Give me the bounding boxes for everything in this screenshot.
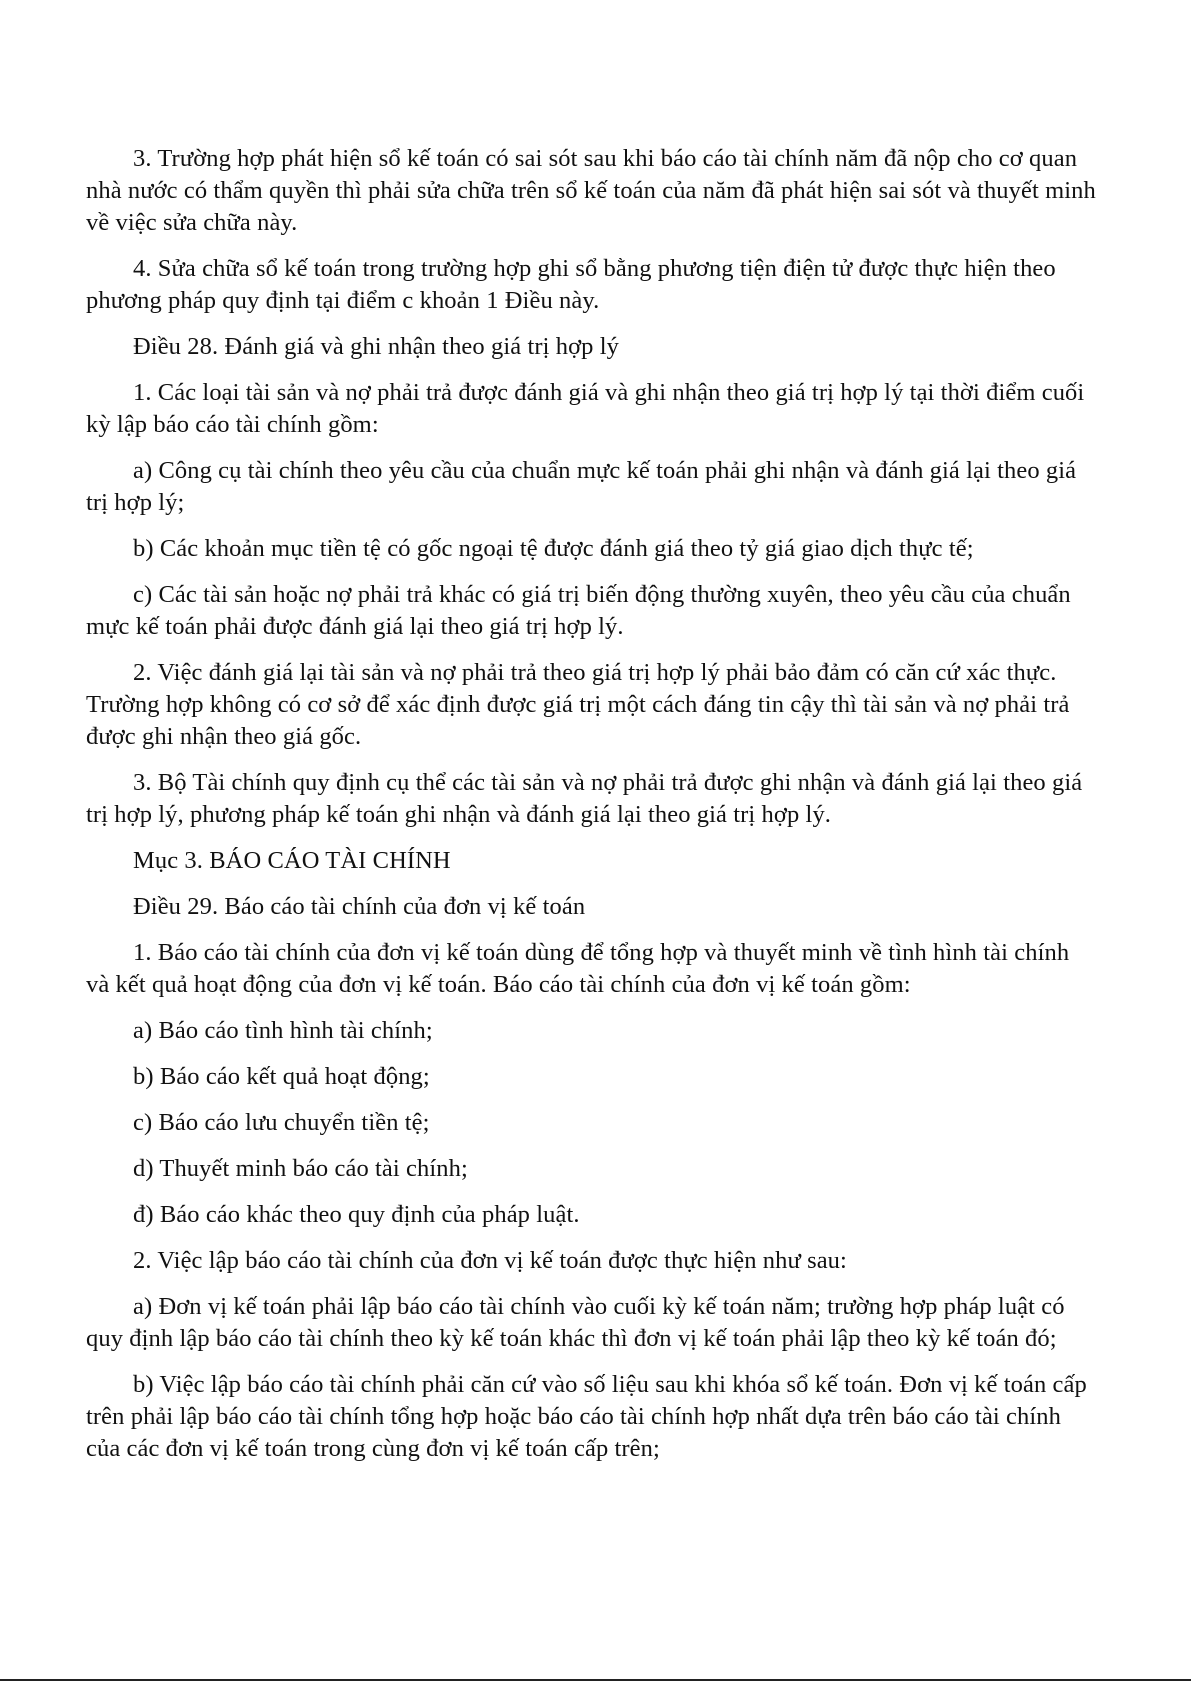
list-item-b: b) Báo cáo kết quả hoạt động; [133, 1063, 430, 1090]
paragraph-article-28-clause-3: 3. Bộ Tài chính quy định cụ thể các tài sản và nợ phải trả được ghi nhận và đánh giá lại theo giá trị hợp lý, phương pháp kế toán ghi nhận và đánh giá lại theo giá trị hợp lý. [86, 769, 1083, 828]
paragraph-article-29-clause-1: 1. Báo cáo tài chính của đơn vị kế toán dùng để tổng hợp và thuyết minh về tình hình tài chính và kết quả hoạt động của đơn vị kế toán. Báo cáo tài chính của đơn vị kế toán gồm: [86, 939, 1070, 998]
paragraph-article-29-clause-2: 2. Việc lập báo cáo tài chính của đơn vị kế toán được thực hiện như sau: [133, 1247, 847, 1274]
list-item-dd: đ) Báo cáo khác theo quy định của pháp luật. [133, 1201, 580, 1228]
section-3-heading: Mục 3. BÁO CÁO TÀI CHÍNH [133, 847, 451, 874]
page-bottom-rule [0, 1679, 1191, 1681]
list-item-b: b) Việc lập báo cáo tài chính phải căn cứ vào số liệu sau khi khóa sổ kế toán. Đơn vị kế toán cấp trên phải lập báo cáo tài chính tổng hợp hoặc báo cáo tài chính hợp nhất dựa trên báo cáo tài chính của các đơn vị kế toán trong cùng đơn vị kế toán cấp trên; [86, 1371, 1087, 1462]
list-item-b: b) Các khoản mục tiền tệ có gốc ngoại tệ được đánh giá theo tỷ giá giao dịch thực tế; [133, 535, 974, 562]
list-item-a: a) Báo cáo tình hình tài chính; [133, 1017, 433, 1044]
article-28-heading: Điều 28. Đánh giá và ghi nhận theo giá trị hợp lý [133, 333, 619, 360]
paragraph-clause-3: 3. Trường hợp phát hiện sổ kế toán có sai sót sau khi báo cáo tài chính năm đã nộp cho cơ quan nhà nước có thẩm quyền thì phải sửa chữa trên sổ kế toán của năm đã phát hiện sai sót và thuyết minh về việc sửa chữa này. [86, 145, 1096, 236]
list-item-a: a) Công cụ tài chính theo yêu cầu của chuẩn mực kế toán phải ghi nhận và đánh giá lại theo giá trị hợp lý; [86, 457, 1077, 516]
list-item-c: c) Báo cáo lưu chuyển tiền tệ; [133, 1109, 430, 1136]
document-page [86, 143, 1098, 1479]
paragraph-clause-4: 4. Sửa chữa sổ kế toán trong trường hợp ghi sổ bằng phương tiện điện tử được thực hiện theo phương pháp quy định tại điểm c khoản 1 Điều này. [86, 255, 1056, 314]
article-29-heading: Điều 29. Báo cáo tài chính của đơn vị kế toán [133, 893, 586, 920]
paragraph-article-28-clause-1: 1. Các loại tài sản và nợ phải trả được đánh giá và ghi nhận theo giá trị hợp lý tại thời điểm cuối kỳ lập báo cáo tài chính gồm: [86, 379, 1085, 438]
list-item-c: c) Các tài sản hoặc nợ phải trả khác có giá trị biến động thường xuyên, theo yêu cầu của chuẩn mực kế toán phải được đánh giá lại theo giá trị hợp lý. [86, 581, 1071, 640]
paragraph-article-28-clause-2: 2. Việc đánh giá lại tài sản và nợ phải trả theo giá trị hợp lý phải bảo đảm có căn cứ xác thực. Trường hợp không có cơ sở để xác định được giá trị một cách đáng tin cậy thì tài sản và nợ phải trả được ghi nhận theo giá gốc. [86, 659, 1070, 750]
list-item-a: a) Đơn vị kế toán phải lập báo cáo tài chính vào cuối kỳ kế toán năm; trường hợp pháp luật có quy định lập báo cáo tài chính theo kỳ kế toán khác thì đơn vị kế toán phải lập theo kỳ kế toán đó; [86, 1293, 1065, 1352]
list-item-d: d) Thuyết minh báo cáo tài chính; [133, 1155, 468, 1182]
